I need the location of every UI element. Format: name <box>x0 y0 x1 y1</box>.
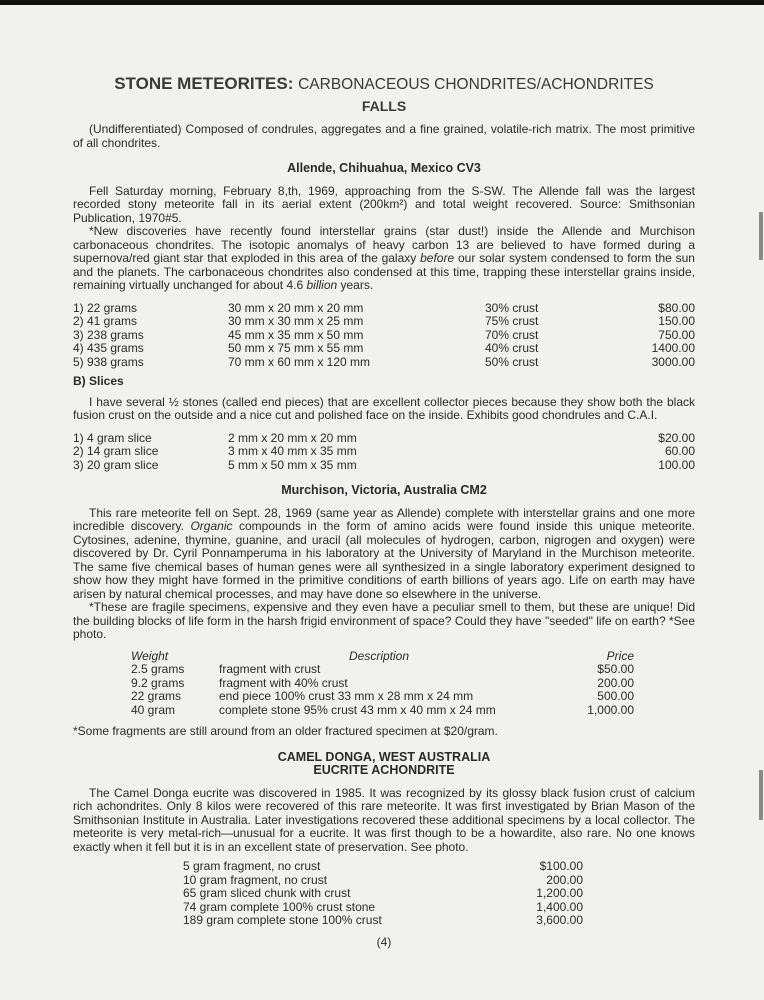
item-price: 60.00 <box>664 444 695 458</box>
allende-paragraph-1: Fell Saturday morning, February 8,th, 1969, approaching from the S-SW. The Allende fall was the largest recorded stony meteorite fall in its aerial extent (200km²) and total weight recovered. Source: Smithsonian Publication, 1970#5. <box>73 183 695 225</box>
title-bold: STONE METEORITES: <box>114 74 294 93</box>
cell-description: fragment with crust <box>219 662 321 676</box>
item-dimensions: 2 mm x 20 mm x 20 mm <box>228 430 357 445</box>
item-dimensions: 5 mm x 50 mm x 35 mm <box>228 457 357 472</box>
list-item <box>73 315 695 329</box>
item-dimensions: 30 mm x 20 mm x 20 mm <box>228 300 364 315</box>
table-row <box>131 677 634 691</box>
item-price: $100.00 <box>539 859 583 873</box>
column-weight: Weight <box>131 648 169 663</box>
edge-mark <box>759 212 763 260</box>
item-crust: 50% crust <box>485 354 539 369</box>
text-span: our solar system condensed to form the sun and the planets. The carbonaceous chondrites also condensed at this time, trapping these interstellar grains inside, remaining virtually unchanged for about 4.6 <box>73 251 695 292</box>
cell-price: 200.00 <box>597 675 634 690</box>
item-price: 200.00 <box>546 872 583 887</box>
item-crust: 70% crust <box>485 327 539 342</box>
column-description: Description <box>348 648 410 663</box>
allende-items-list <box>73 302 695 370</box>
cell-weight: 9.2 grams <box>131 675 185 690</box>
table-row <box>131 690 634 704</box>
text-span: years. <box>337 278 374 292</box>
item-price: 150.00 <box>658 314 695 328</box>
item-weight: 4) 435 grams <box>73 341 144 355</box>
item-weight: 3) 238 grams <box>73 327 144 342</box>
intro-paragraph: (Undifferentiated) Composed of condrules, aggregates and a fine grained, volatile-rich matrix. The most primitive of all chondrites. <box>73 122 695 150</box>
top-border <box>0 0 764 5</box>
slices-heading: B) Slices <box>73 374 124 388</box>
table-row <box>131 663 634 677</box>
table-row <box>131 704 634 718</box>
murchison-note: *Some fragments are still around from an older fractured specimen at $20/gram. <box>73 724 498 738</box>
item-description: 65 gram sliced chunk with crust <box>183 886 351 900</box>
item-price: 1400.00 <box>651 341 695 355</box>
item-description: 5 gram fragment, no crust <box>183 859 321 873</box>
cell-description: fragment with 40% crust <box>219 675 348 690</box>
emphasis: before <box>420 251 455 265</box>
slices-paragraph: I have several ½ stones (called end pieces) that are excellent collector pieces because they show both the black fusion crust on the outside and a nice cut and polished face on the inside. Exhibits good chondrules and C.A.I. <box>73 394 695 422</box>
edge-mark <box>759 770 763 820</box>
cell-description: complete stone 95% crust 43 mm x 40 mm x 24 mm <box>219 702 496 717</box>
cell-price: $50.00 <box>597 662 634 676</box>
list-item <box>73 459 695 473</box>
item-dimensions: 3 mm x 40 mm x 35 mm <box>228 444 357 458</box>
item-crust: 30% crust <box>485 300 539 315</box>
catalog-page <box>73 68 695 949</box>
page-title <box>73 74 695 95</box>
item-price: 100.00 <box>658 457 695 472</box>
item-crust: 40% crust <box>485 341 539 355</box>
emphasis: Organic <box>190 519 233 533</box>
section-heading-falls: FALLS <box>361 98 407 114</box>
item-weight: 2) 14 gram slice <box>73 444 159 458</box>
cell-price: 1,000.00 <box>587 702 634 717</box>
list-item <box>183 874 583 888</box>
item-description: 10 gram fragment, no crust <box>183 872 328 887</box>
list-item <box>73 329 695 343</box>
murchison-paragraph-1 <box>73 507 695 602</box>
list-item <box>73 432 695 446</box>
item-price: $80.00 <box>658 300 695 315</box>
list-item <box>183 887 583 901</box>
murchison-heading: Murchison, Victoria, Australia CM2 <box>281 483 487 497</box>
list-item <box>73 445 695 459</box>
item-price: 1,400.00 <box>536 899 583 914</box>
column-price: Price <box>606 648 634 663</box>
slices-list <box>73 432 695 473</box>
cell-description: end piece 100% crust 33 mm x 28 mm x 24 mm <box>219 689 474 703</box>
emphasis: billion <box>306 278 338 292</box>
item-weight: 3) 20 gram slice <box>73 457 159 472</box>
item-price: 750.00 <box>658 327 695 342</box>
item-weight: 1) 22 grams <box>73 300 138 315</box>
list-item <box>73 356 695 370</box>
item-dimensions: 30 mm x 30 mm x 25 mm <box>228 314 364 328</box>
item-price: $20.00 <box>658 430 695 445</box>
item-crust: 75% crust <box>485 314 539 328</box>
allende-heading: Allende, Chihuahua, Mexico CV3 <box>287 161 481 175</box>
item-weight: 2) 41 grams <box>73 314 138 328</box>
item-description: 74 gram complete 100% crust stone <box>183 899 376 914</box>
camel-donga-heading: CAMEL DONGA, WEST AUSTRALIA <box>277 749 491 764</box>
text-span: This rare meteorite fell on Sept. 28, 1969 (same year as Allende) complete with interstellar grains and one more incredible discovery. <box>73 505 695 533</box>
item-dimensions: 45 mm x 35 mm x 50 mm <box>228 327 364 342</box>
item-weight: 5) 938 grams <box>73 354 144 369</box>
murchison-paragraph-2: *These are fragile specimens, expensive and they even have a peculiar smell to them, but these are unique! Did the building blocks of life form in the harsh frigid environment of space? Could they have "seeded" life on earth? *See photo. <box>73 600 695 641</box>
list-item <box>183 901 583 915</box>
cell-weight: 40 gram <box>131 702 176 717</box>
item-weight: 1) 4 gram slice <box>73 430 152 445</box>
text-span: compounds in the form of amino acids were found inside this unique meteorite. Cytosines, adenine, thymine, guanine, and uracil (all molecules of hydrogen, carbon, nigrogen and oxygen) were discovered by Dr. Cyril Ponnamperuma in his laboratory at the University of Maryland in the Murchison meteorite. The same five chemical bases of human genes were all synthesized in a single laboratory experiment designed to show how they might have formed in the primitive conditions of earth billions of years ago. Life on earth may have arisen by natural chemical processes, and may have done so elsewhere in the universe. <box>73 519 695 601</box>
item-dimensions: 50 mm x 75 mm x 55 mm <box>228 341 364 355</box>
title-rest: CARBONACEOUS CHONDRITES/ACHONDRITES <box>298 76 654 93</box>
murchison-price-table <box>131 650 634 718</box>
item-dimensions: 70 mm x 60 mm x 120 mm <box>228 354 371 369</box>
cell-price: 500.00 <box>597 689 634 703</box>
item-price: 3000.00 <box>651 354 695 369</box>
page-number: (4) <box>376 934 392 949</box>
cell-weight: 22 grams <box>131 689 182 703</box>
list-item <box>73 342 695 356</box>
camel-donga-subheading: EUCRITE ACHONDRITE <box>313 763 455 777</box>
camel-donga-paragraph: The Camel Donga eucrite was discovered in 1985. It was recognized by its glossy black fusion crust of calcium rich achondrites. Only 8 kilos were recovered of this rare meteorite. It was first investigated by Brian Mason of the Smithsonian Institute in Australia. Later investigations recovered these additional specimens by a local collector. The meteorite is very metal-rich—unusual for a eucrite. It was first though to be a howardite, also rare. No one knows exactly when it fell but it is in an excellent state of preservation. See photo. <box>73 785 695 854</box>
text-span: *New discoveries have recently found interstellar grains (star dust!) inside the Allende and Murchison carbonaceous chondrites. The isotopic anomalys of heavy carbon 13 are believed to have formed during a supernova/red giant star that exploded in this area of the galaxy <box>73 224 695 265</box>
list-item <box>183 860 583 874</box>
list-item <box>73 302 695 316</box>
item-price: 1,200.00 <box>536 886 583 900</box>
list-item <box>183 914 583 928</box>
cell-weight: 2.5 grams <box>131 662 185 676</box>
camel-donga-price-list <box>183 860 583 928</box>
allende-paragraph-2 <box>73 225 695 293</box>
item-price: 3,600.00 <box>536 913 583 927</box>
table-header <box>131 650 634 664</box>
item-description: 189 gram complete stone 100% crust <box>183 913 382 927</box>
